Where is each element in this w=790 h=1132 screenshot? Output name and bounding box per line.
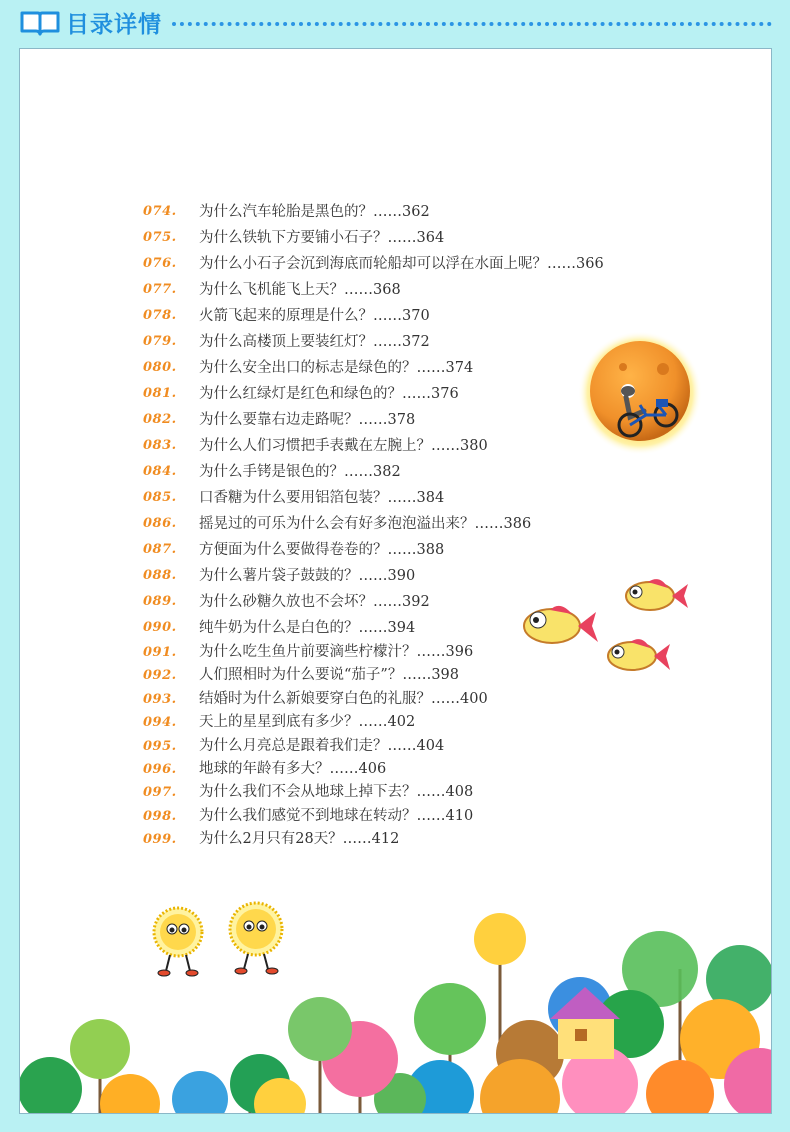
toc-item-number: 088.	[143, 568, 177, 583]
toc-item-number: 090.	[143, 620, 177, 635]
toc-item[interactable]	[143, 511, 723, 537]
toc-item[interactable]	[143, 711, 723, 734]
toc-item[interactable]	[143, 303, 723, 329]
toc-item-title: 为什么人们习惯把手表戴在左腕上？……380	[199, 438, 488, 454]
toc-item-number: 092.	[143, 668, 177, 684]
fish-illustration	[520, 574, 700, 684]
toc-item-title: 为什么铁轨下方要铺小石子？……364	[199, 230, 445, 246]
toc-item-number: 077.	[143, 282, 177, 297]
toc-item-number: 078.	[143, 308, 177, 323]
toc-item[interactable]	[143, 225, 723, 251]
toc-item-title: 为什么薯片袋子鼓鼓的？……390	[199, 568, 416, 584]
toc-item-number: 084.	[143, 464, 177, 479]
toc-item[interactable]	[143, 805, 723, 828]
toc-item-number: 091.	[143, 645, 177, 660]
toc-item-title: 摇晃过的可乐为什么会有好多泡泡溢出来？……386	[199, 516, 532, 532]
toc-item-title: 为什么吃生鱼片前要滴些柠檬汁？……396	[199, 644, 474, 660]
toc-item-title: 为什么要靠右边走路呢？……378	[199, 412, 416, 428]
toc-item-title: 为什么汽车轮胎是黑色的？……362	[199, 204, 430, 220]
toc-item-number: 085.	[143, 490, 177, 505]
toc-item-number: 093.	[143, 691, 177, 707]
content-panel	[19, 48, 772, 1114]
toc-item[interactable]	[143, 277, 723, 303]
toc-item-title: 天上的星星到底有多少？……402	[199, 714, 416, 731]
toc-item-number: 079.	[143, 334, 177, 349]
toc-item-number: 086.	[143, 516, 177, 531]
toc-item-title: 人们照相时为什么要说“茄子”？……398	[199, 667, 460, 684]
book-icon	[20, 10, 60, 36]
toc-item-number: 074.	[143, 204, 177, 219]
toc-item-title: 为什么2月只有28天？……412	[199, 831, 400, 848]
toc-item-title: 为什么月亮总是跟着我们走？……404	[199, 737, 445, 754]
toc-item[interactable]	[143, 758, 723, 781]
toc-item-title: 为什么砂糖久放也不会坏？……392	[199, 594, 430, 610]
toc-item-title: 为什么我们不会从地球上掉下去？……408	[199, 784, 474, 801]
toc-item-number: 096.	[143, 761, 177, 777]
toc-item-title: 为什么小石子会沉到海底而轮船却可以浮在水面上呢？……366	[199, 256, 604, 272]
toc-item-number: 081.	[143, 386, 177, 401]
toc-item[interactable]	[143, 735, 723, 758]
toc-item-number: 083.	[143, 438, 177, 453]
toc-item[interactable]	[143, 781, 723, 804]
toc-item-number: 080.	[143, 360, 177, 375]
planet-cyclist-illustration	[568, 329, 708, 459]
toc-item-number: 097.	[143, 785, 177, 801]
toc-item[interactable]	[143, 537, 723, 563]
toc-item[interactable]	[143, 485, 723, 511]
header-divider	[172, 22, 772, 26]
toc-item[interactable]	[143, 199, 723, 225]
toc-item-title: 地球的年龄有多大？……406	[199, 760, 387, 777]
toc-item[interactable]	[143, 459, 723, 485]
toc-item-number: 082.	[143, 412, 177, 427]
page-title: 目录详情	[66, 12, 162, 38]
toc-item-title: 口香糖为什么要用铝箔包装？……384	[199, 490, 445, 506]
toc-item[interactable]	[143, 251, 723, 277]
toc-item-number: 095.	[143, 738, 177, 754]
toc-item-title: 为什么高楼顶上要装红灯？……372	[199, 334, 430, 350]
toc-item-title: 火箭飞起来的原理是什么？……370	[199, 308, 430, 324]
toc-item-number: 076.	[143, 256, 177, 271]
toc-item-title: 为什么红绿灯是红色和绿色的？……376	[199, 386, 459, 402]
toc-item-title: 为什么我们感觉不到地球在转动？……410	[199, 807, 474, 824]
toc-item-title: 为什么手铐是银色的？……382	[199, 464, 401, 480]
toc-item-number: 089.	[143, 594, 177, 609]
toc-item-title: 方便面为什么要做得卷卷的？……388	[199, 542, 445, 558]
toc-item-number: 075.	[143, 230, 177, 245]
toc-item-number: 087.	[143, 542, 177, 557]
trees-illustration	[20, 869, 771, 1113]
toc-item-number: 099.	[143, 832, 177, 848]
toc-item-number: 094.	[143, 715, 177, 731]
toc-item[interactable]	[143, 828, 723, 851]
table-of-contents	[143, 199, 723, 852]
header	[0, 0, 790, 46]
toc-item-number: 098.	[143, 808, 177, 824]
toc-item[interactable]	[143, 688, 723, 711]
toc-item-title: 为什么飞机能飞上天？……368	[199, 282, 401, 298]
toc-item-title: 纯牛奶为什么是白色的？……394	[199, 620, 416, 636]
toc-item-title: 结婚时为什么新娘要穿白色的礼服？……400	[199, 690, 488, 707]
toc-item-title: 为什么安全出口的标志是绿色的？……374	[199, 360, 474, 376]
